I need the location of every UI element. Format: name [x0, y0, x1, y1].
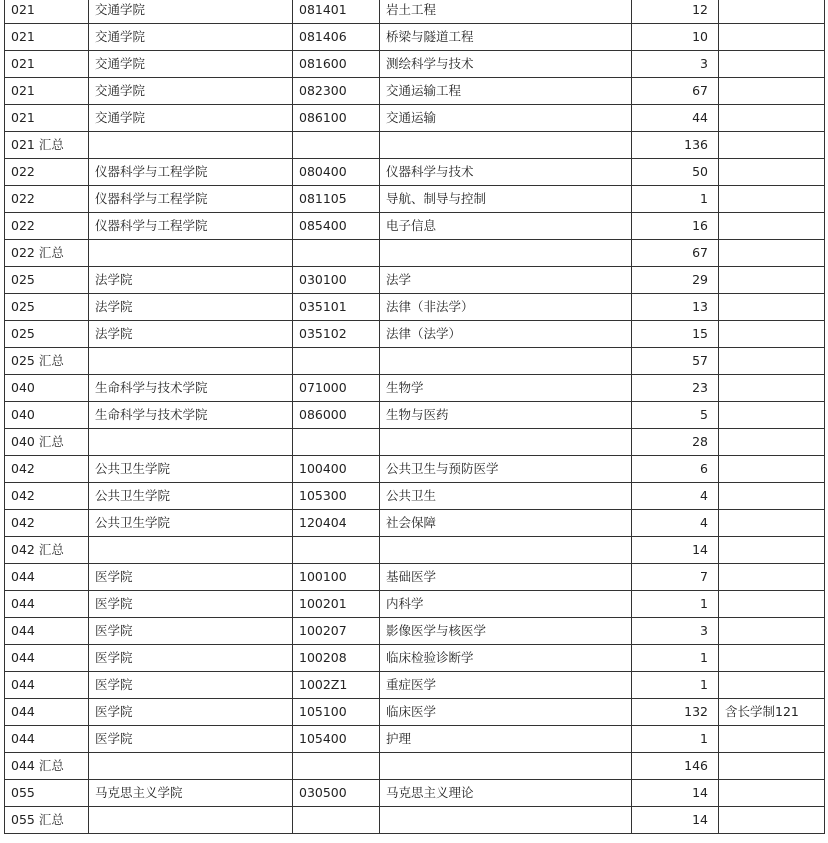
enrollment-count-cell: 28 [632, 429, 719, 456]
note-cell [719, 213, 825, 240]
major-code-cell: 030500 [293, 780, 380, 807]
college-code-cell: 025 [5, 294, 89, 321]
major-name-cell: 影像医学与核医学 [380, 618, 632, 645]
note-cell [719, 240, 825, 267]
enrollment-count-cell: 1 [632, 186, 719, 213]
college-code-cell: 021 [5, 51, 89, 78]
table-row [5, 321, 825, 348]
college-code-cell: 044 [5, 726, 89, 753]
note-cell [719, 645, 825, 672]
note-cell [719, 375, 825, 402]
college-code-cell: 021 [5, 105, 89, 132]
enrollment-count-cell: 1 [632, 645, 719, 672]
major-code-cell: 071000 [293, 375, 380, 402]
subtotal-row [5, 429, 825, 456]
college-name-cell [89, 132, 293, 159]
enrollment-count-cell: 15 [632, 321, 719, 348]
table-row [5, 267, 825, 294]
college-name-cell: 医学院 [89, 672, 293, 699]
note-cell [719, 321, 825, 348]
enrollment-count-cell: 23 [632, 375, 719, 402]
enrollment-count-cell: 44 [632, 105, 719, 132]
major-name-cell: 电子信息 [380, 213, 632, 240]
major-name-cell [380, 348, 632, 375]
enrollment-count-cell: 16 [632, 213, 719, 240]
note-cell [719, 24, 825, 51]
major-code-cell [293, 348, 380, 375]
college-code-cell: 044 [5, 564, 89, 591]
major-name-cell: 交通运输 [380, 105, 632, 132]
college-name-cell: 交通学院 [89, 0, 293, 24]
major-code-cell: 1002Z1 [293, 672, 380, 699]
college-name-cell [89, 348, 293, 375]
college-name-cell [89, 807, 293, 834]
college-code-cell: 022 [5, 213, 89, 240]
table-row [5, 159, 825, 186]
major-name-cell: 临床医学 [380, 699, 632, 726]
table-body [5, 0, 825, 834]
college-code-cell: 022 [5, 159, 89, 186]
note-cell: 含长学制121 [719, 699, 825, 726]
major-name-cell [380, 132, 632, 159]
college-name-cell: 马克思主义学院 [89, 780, 293, 807]
major-name-cell: 法律（非法学） [380, 294, 632, 321]
major-name-cell [380, 240, 632, 267]
major-name-cell: 法律（法学） [380, 321, 632, 348]
note-cell [719, 78, 825, 105]
major-name-cell: 重症医学 [380, 672, 632, 699]
major-name-cell: 测绘科学与技术 [380, 51, 632, 78]
college-code-cell: 021 [5, 78, 89, 105]
subtotal-row [5, 132, 825, 159]
college-code-cell: 040 汇总 [5, 429, 89, 456]
table-row [5, 726, 825, 753]
college-code-cell: 042 [5, 483, 89, 510]
college-code-cell: 044 [5, 618, 89, 645]
major-name-cell [380, 753, 632, 780]
major-code-cell: 081406 [293, 24, 380, 51]
college-code-cell: 025 [5, 321, 89, 348]
college-name-cell: 医学院 [89, 699, 293, 726]
table-row [5, 645, 825, 672]
major-name-cell: 临床检验诊断学 [380, 645, 632, 672]
major-code-cell [293, 537, 380, 564]
major-name-cell: 生物与医药 [380, 402, 632, 429]
note-cell [719, 456, 825, 483]
subtotal-row [5, 240, 825, 267]
subtotal-row [5, 753, 825, 780]
enrollment-count-cell: 10 [632, 24, 719, 51]
table-row [5, 78, 825, 105]
college-name-cell: 生命科学与技术学院 [89, 402, 293, 429]
major-code-cell [293, 240, 380, 267]
enrollment-count-cell: 29 [632, 267, 719, 294]
major-name-cell: 生物学 [380, 375, 632, 402]
college-name-cell: 公共卫生学院 [89, 510, 293, 537]
college-code-cell: 022 [5, 186, 89, 213]
college-code-cell: 025 汇总 [5, 348, 89, 375]
enrollment-count-cell: 4 [632, 510, 719, 537]
major-code-cell [293, 429, 380, 456]
college-code-cell: 025 [5, 267, 89, 294]
enrollment-count-cell: 57 [632, 348, 719, 375]
table-row [5, 213, 825, 240]
table-row [5, 483, 825, 510]
college-code-cell: 022 汇总 [5, 240, 89, 267]
major-name-cell: 桥梁与隧道工程 [380, 24, 632, 51]
college-name-cell: 交通学院 [89, 24, 293, 51]
college-code-cell: 044 [5, 699, 89, 726]
college-name-cell: 仪器科学与工程学院 [89, 159, 293, 186]
college-code-cell: 021 [5, 24, 89, 51]
enrollment-count-cell: 3 [632, 51, 719, 78]
note-cell [719, 132, 825, 159]
college-name-cell: 医学院 [89, 726, 293, 753]
major-code-cell: 081105 [293, 186, 380, 213]
major-code-cell: 086000 [293, 402, 380, 429]
note-cell [719, 159, 825, 186]
major-code-cell: 100400 [293, 456, 380, 483]
major-code-cell: 080400 [293, 159, 380, 186]
college-name-cell [89, 753, 293, 780]
subtotal-row [5, 348, 825, 375]
college-code-cell: 055 汇总 [5, 807, 89, 834]
major-code-cell: 085400 [293, 213, 380, 240]
college-code-cell: 021 [5, 0, 89, 24]
note-cell [719, 618, 825, 645]
college-name-cell: 医学院 [89, 591, 293, 618]
note-cell [719, 186, 825, 213]
enrollment-count-cell: 1 [632, 726, 719, 753]
major-code-cell [293, 807, 380, 834]
major-name-cell: 仪器科学与技术 [380, 159, 632, 186]
table-row [5, 699, 825, 726]
table-row [5, 591, 825, 618]
enrollment-count-cell: 12 [632, 0, 719, 24]
note-cell [719, 510, 825, 537]
major-code-cell [293, 753, 380, 780]
table-row [5, 618, 825, 645]
college-code-cell: 042 [5, 456, 89, 483]
enrollment-count-cell: 3 [632, 618, 719, 645]
college-code-cell: 042 [5, 510, 89, 537]
table-row [5, 672, 825, 699]
note-cell [719, 0, 825, 24]
major-code-cell: 100201 [293, 591, 380, 618]
college-name-cell: 法学院 [89, 294, 293, 321]
major-code-cell: 086100 [293, 105, 380, 132]
major-code-cell: 105100 [293, 699, 380, 726]
table-row [5, 105, 825, 132]
major-code-cell [293, 132, 380, 159]
note-cell [719, 537, 825, 564]
major-code-cell: 100100 [293, 564, 380, 591]
major-code-cell: 081401 [293, 0, 380, 24]
college-code-cell: 044 [5, 672, 89, 699]
note-cell [719, 105, 825, 132]
college-name-cell: 仪器科学与工程学院 [89, 213, 293, 240]
college-name-cell: 公共卫生学院 [89, 456, 293, 483]
note-cell [719, 726, 825, 753]
college-name-cell: 交通学院 [89, 51, 293, 78]
major-code-cell: 100208 [293, 645, 380, 672]
enrollment-count-cell: 4 [632, 483, 719, 510]
enrollment-count-cell: 14 [632, 780, 719, 807]
college-code-cell: 044 [5, 591, 89, 618]
college-name-cell: 法学院 [89, 267, 293, 294]
table-row [5, 402, 825, 429]
major-code-cell: 105300 [293, 483, 380, 510]
enrollment-count-cell: 5 [632, 402, 719, 429]
table-row [5, 456, 825, 483]
major-code-cell: 100207 [293, 618, 380, 645]
major-code-cell: 105400 [293, 726, 380, 753]
major-name-cell [380, 807, 632, 834]
enrollment-count-cell: 13 [632, 294, 719, 321]
subtotal-row [5, 537, 825, 564]
table-row [5, 24, 825, 51]
college-name-cell: 交通学院 [89, 78, 293, 105]
enrollment-count-cell: 67 [632, 240, 719, 267]
college-name-cell [89, 537, 293, 564]
major-name-cell: 公共卫生与预防医学 [380, 456, 632, 483]
enrollment-count-cell: 67 [632, 78, 719, 105]
table-row [5, 780, 825, 807]
subtotal-row [5, 807, 825, 834]
college-name-cell: 交通学院 [89, 105, 293, 132]
college-code-cell: 021 汇总 [5, 132, 89, 159]
enrollment-count-cell: 132 [632, 699, 719, 726]
enrollment-count-cell: 1 [632, 672, 719, 699]
note-cell [719, 483, 825, 510]
enrollment-count-cell: 146 [632, 753, 719, 780]
note-cell [719, 51, 825, 78]
note-cell [719, 348, 825, 375]
enrollment-count-cell: 50 [632, 159, 719, 186]
table-row [5, 0, 825, 24]
note-cell [719, 294, 825, 321]
major-name-cell: 导航、制导与控制 [380, 186, 632, 213]
college-code-cell: 044 汇总 [5, 753, 89, 780]
table-row [5, 51, 825, 78]
major-code-cell: 035101 [293, 294, 380, 321]
major-code-cell: 035102 [293, 321, 380, 348]
note-cell [719, 429, 825, 456]
enrollment-count-cell: 7 [632, 564, 719, 591]
note-cell [719, 672, 825, 699]
note-cell [719, 591, 825, 618]
enrollment-count-cell: 14 [632, 537, 719, 564]
major-code-cell: 030100 [293, 267, 380, 294]
college-name-cell: 生命科学与技术学院 [89, 375, 293, 402]
major-name-cell: 公共卫生 [380, 483, 632, 510]
college-code-cell: 042 汇总 [5, 537, 89, 564]
college-code-cell: 040 [5, 375, 89, 402]
college-name-cell: 医学院 [89, 564, 293, 591]
major-name-cell: 马克思主义理论 [380, 780, 632, 807]
enrollment-count-cell: 14 [632, 807, 719, 834]
college-name-cell: 医学院 [89, 618, 293, 645]
note-cell [719, 402, 825, 429]
major-name-cell: 交通运输工程 [380, 78, 632, 105]
major-name-cell [380, 429, 632, 456]
college-name-cell [89, 429, 293, 456]
major-name-cell: 法学 [380, 267, 632, 294]
note-cell [719, 780, 825, 807]
college-name-cell: 仪器科学与工程学院 [89, 186, 293, 213]
note-cell [719, 267, 825, 294]
major-code-cell: 082300 [293, 78, 380, 105]
note-cell [719, 753, 825, 780]
note-cell [719, 807, 825, 834]
major-name-cell [380, 537, 632, 564]
college-name-cell: 公共卫生学院 [89, 483, 293, 510]
enrollment-count-cell: 136 [632, 132, 719, 159]
college-name-cell: 医学院 [89, 645, 293, 672]
table-row [5, 510, 825, 537]
major-code-cell: 120404 [293, 510, 380, 537]
note-cell [719, 564, 825, 591]
table-row [5, 186, 825, 213]
major-name-cell: 社会保障 [380, 510, 632, 537]
major-name-cell: 护理 [380, 726, 632, 753]
college-code-cell: 044 [5, 645, 89, 672]
enrollment-count-cell: 6 [632, 456, 719, 483]
enrollment-table [4, 0, 825, 834]
enrollment-count-cell: 1 [632, 591, 719, 618]
major-code-cell: 081600 [293, 51, 380, 78]
college-code-cell: 055 [5, 780, 89, 807]
table-row [5, 375, 825, 402]
table-row [5, 294, 825, 321]
college-code-cell: 040 [5, 402, 89, 429]
major-name-cell: 基础医学 [380, 564, 632, 591]
major-name-cell: 内科学 [380, 591, 632, 618]
college-name-cell [89, 240, 293, 267]
table-row [5, 564, 825, 591]
major-name-cell: 岩土工程 [380, 0, 632, 24]
college-name-cell: 法学院 [89, 321, 293, 348]
